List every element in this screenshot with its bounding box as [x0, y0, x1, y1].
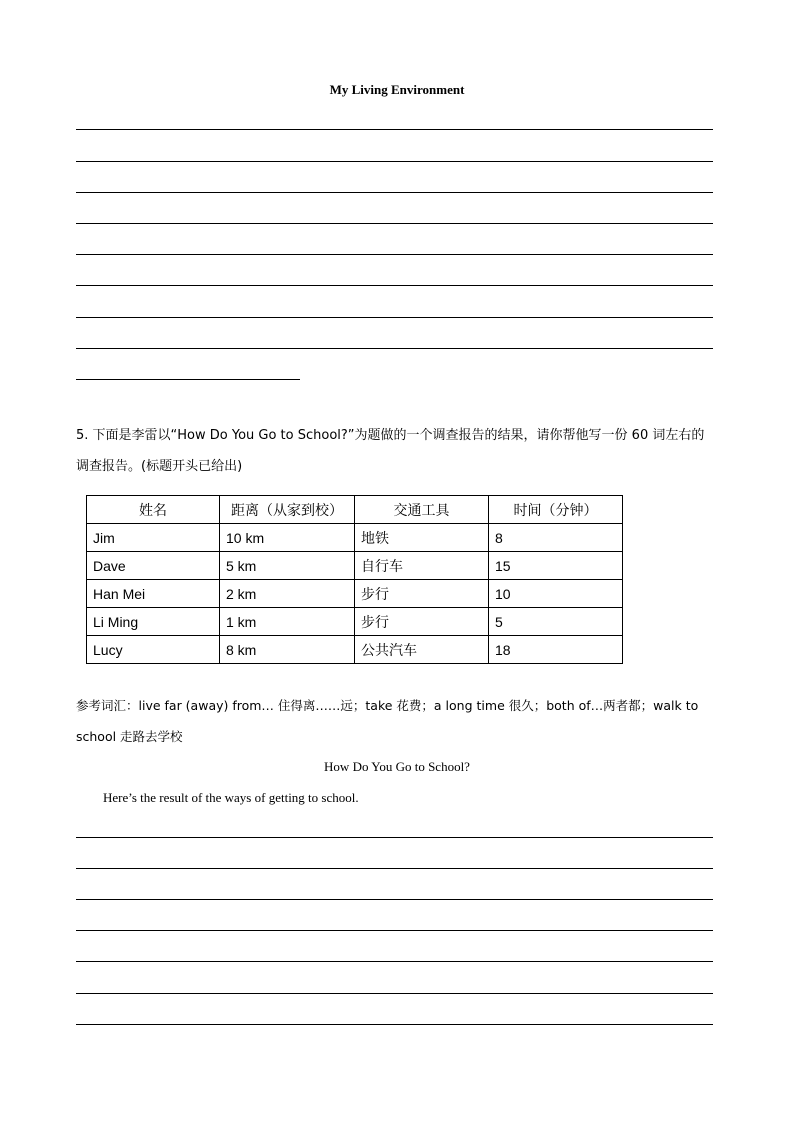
cell-transport: 公共汽车 [355, 636, 489, 664]
question-5-prompt-line-1: 5. 下面是李雷以“How Do You Go to School?”为题做的一个调查报告的结果，请你帮他写一份 60 词左右的 [76, 428, 705, 443]
cell-transport: 地铁 [355, 524, 489, 552]
writing-line[interactable] [76, 348, 713, 349]
cell-time: 10 [489, 580, 623, 608]
cell-distance: 2 km [220, 580, 355, 608]
writing-line[interactable] [76, 868, 713, 869]
survey-table [86, 495, 623, 664]
cell-time: 8 [489, 524, 623, 552]
reference-vocabulary [76, 690, 726, 752]
cell-distance: 8 km [220, 636, 355, 664]
writing-line[interactable] [76, 192, 713, 193]
writing-line[interactable] [76, 837, 713, 838]
cell-name: Li Ming [87, 608, 220, 636]
cell-distance: 5 km [220, 552, 355, 580]
header-name: 姓名 [87, 496, 220, 524]
table-row [87, 608, 623, 636]
cell-name: Han Mei [87, 580, 220, 608]
header-time: 时间（分钟） [489, 496, 623, 524]
cell-distance: 10 km [220, 524, 355, 552]
cell-time: 5 [489, 608, 623, 636]
writing-line[interactable] [76, 223, 713, 224]
writing-line[interactable] [76, 899, 713, 900]
cell-transport: 步行 [355, 608, 489, 636]
cell-name: Lucy [87, 636, 220, 664]
cell-transport: 步行 [355, 580, 489, 608]
cell-transport: 自行车 [355, 552, 489, 580]
writing-line[interactable] [76, 317, 713, 318]
reference-vocabulary-line-2: school 走路去学校 [76, 729, 183, 744]
question-5-prompt [76, 420, 726, 482]
header-transport: 交通工具 [355, 496, 489, 524]
essay-title-how-do-you-go-to-school: How Do You Go to School? [324, 759, 470, 774]
writing-line[interactable] [76, 1024, 713, 1025]
question-5-prompt-line-2: 调查报告。(标题开头已给出) [76, 459, 243, 474]
reference-vocabulary-line-1: 参考词汇：live far (away) from… 住得离……远；take 花费；a long time 很久；both of…两者都；walk to [76, 698, 699, 713]
writing-line[interactable] [76, 161, 713, 162]
writing-line[interactable] [76, 993, 713, 994]
cell-time: 18 [489, 636, 623, 664]
writing-line[interactable] [76, 961, 713, 962]
writing-line[interactable] [76, 930, 713, 931]
writing-line-last[interactable] [76, 379, 300, 380]
table-header-row [87, 496, 623, 524]
writing-line[interactable] [76, 285, 713, 286]
writing-line[interactable] [76, 254, 713, 255]
writing-line[interactable] [76, 129, 713, 130]
table-row [87, 524, 623, 552]
table-row [87, 580, 623, 608]
cell-time: 15 [489, 552, 623, 580]
essay-opening-sentence: Here’s the result of the ways of getting to school. [103, 790, 359, 805]
cell-distance: 1 km [220, 608, 355, 636]
header-distance: 距离（从家到校） [220, 496, 355, 524]
essay-title-my-living-environment: My Living Environment [329, 82, 465, 97]
cell-name: Jim [87, 524, 220, 552]
cell-name: Dave [87, 552, 220, 580]
table-row [87, 552, 623, 580]
table-row [87, 636, 623, 664]
